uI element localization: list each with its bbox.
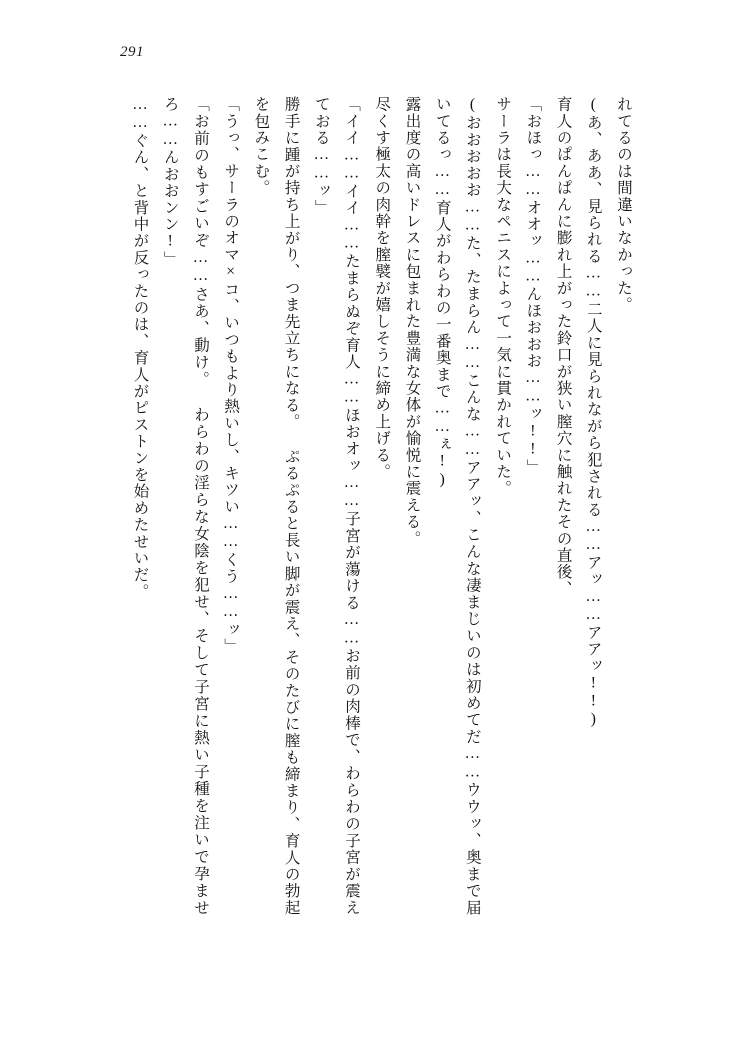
paragraph: 「イイ……イイ……たまらぬぞ育人……ほおオッ……子宮が蕩ける……お前の肉棒で、わらわの子宮が震えておる……ッ」 <box>312 96 361 916</box>
paragraph: (おおおおお……た、たまらん……こんな……アアッ、こんな凄まじいのは初めてだ……ウウッ、奥まで届いてるっ……育人がわらわの一番奥まで……ぇ!) <box>433 96 481 916</box>
page-number: 291 <box>120 44 144 60</box>
paragraph: 「お前のもすごいぞ……さあ、動け。 わらわの淫らな女陰を犯せ、そして子宮に熱い子種を注いで孕ませろ……んおおンン!」 <box>161 96 209 916</box>
paragraph: 勝手に踵が持ち上がり、つま先立ちになる。 ぷるぷると長い脚が震え、そのたびに膣も締まり、育人の勃起を包みこむ。 <box>252 96 300 916</box>
paragraph: 「うっ、サーラのオマ×コ、いつもより熱いし、キツい……くう……ッ」 <box>222 96 240 655</box>
paragraph: 育人のぱんぱんに膨れ上がった鈴口が狭い膣穴に触れたその直後、 <box>554 96 572 597</box>
paragraph: 尽くす極太の肉幹を膣襞が嬉しそうに締め上げる。 <box>373 96 391 481</box>
paragraph: (あ、ああ、見られる……二人に見られながら犯される……アッ……アアッ!!) <box>584 96 602 729</box>
paragraph: れてるのは間違いなかった。 <box>615 96 632 314</box>
paragraph: ……ぐん、と背中が反ったのは、育人がピストンを始めたせいだ。 <box>131 96 149 600</box>
paragraph: 「おほっ……オオッ……んほおおお……ッ!!」 <box>524 96 542 476</box>
page-body-text <box>108 96 638 916</box>
paragraph: サーラは長大なペニスによって一気に貫かれていた。 <box>494 96 512 497</box>
paragraph: 露出度の高いドレスに包まれた豊満な女体が愉悦に震える。 <box>403 96 421 547</box>
